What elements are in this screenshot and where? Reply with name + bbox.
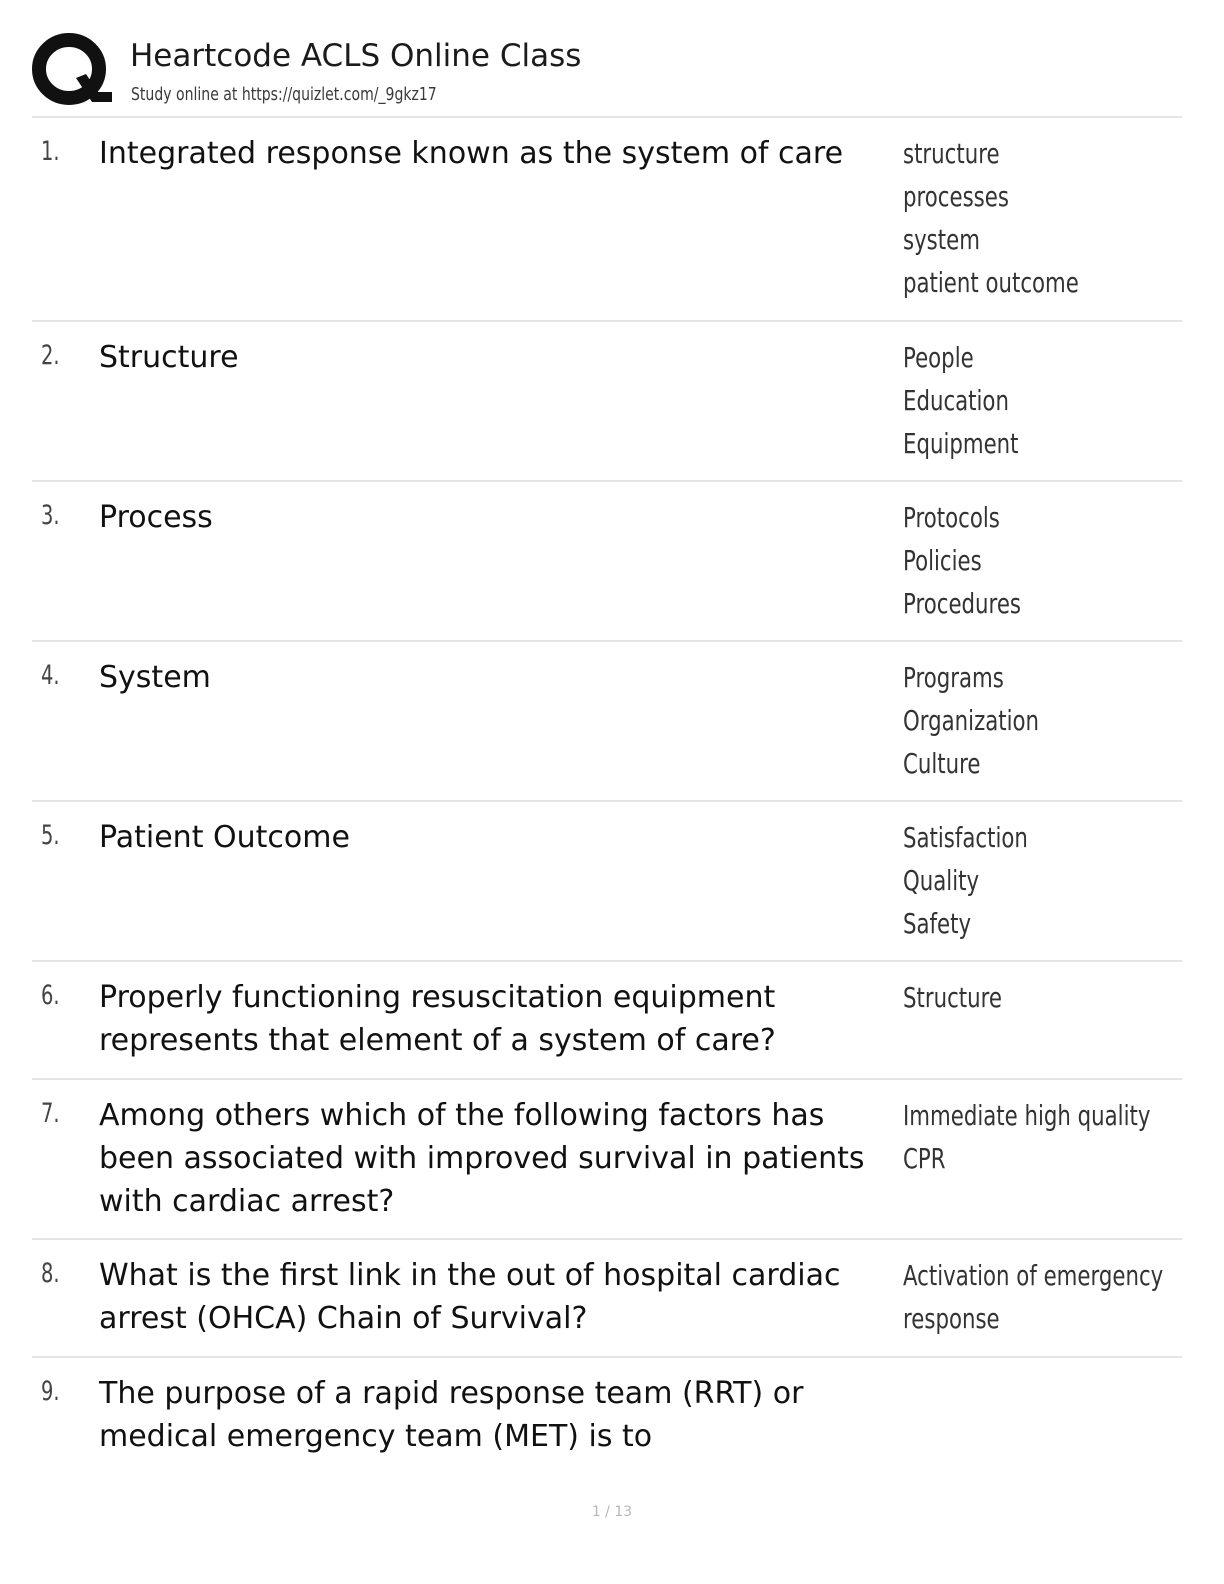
definition-line: structure: [903, 137, 1000, 170]
card-number: 1.: [41, 136, 60, 167]
card-definition: [903, 1094, 1151, 1180]
definition-line: Quality: [903, 864, 980, 897]
definition-line: response: [903, 1302, 1000, 1335]
study-link-text: Study online at https://quizlet.com/_9gkz17: [131, 84, 437, 105]
definition-line: Structure: [903, 981, 1003, 1014]
card-term: Integrated response known as the system of care: [99, 136, 844, 171]
card-definition: [903, 496, 1146, 625]
flashcard-row: [32, 480, 1182, 640]
set-title: Heartcode ACLS Online Class: [130, 38, 582, 74]
definition-line: Protocols: [903, 501, 1000, 534]
definition-line: system: [903, 223, 980, 256]
definition-line: Programs: [903, 661, 1004, 694]
flashcard-row: [32, 1356, 1182, 1476]
flashcard-list: [32, 116, 1182, 1476]
card-number: 2.: [41, 340, 60, 371]
card-term: System: [99, 660, 211, 695]
definition-line: Safety: [903, 907, 972, 940]
card-term: Structure: [99, 340, 239, 375]
card-definition: [903, 656, 1146, 785]
card-number: 7.: [41, 1098, 60, 1129]
card-definition: [903, 816, 1146, 945]
card-number: 8.: [41, 1258, 60, 1289]
card-definition: [903, 976, 1146, 1019]
definition-line: Policies: [903, 544, 982, 577]
definition-line: Immediate high quality: [903, 1099, 1151, 1132]
definition-line: People: [903, 341, 974, 374]
card-term: What is the first link in the out of hospital cardiac arrest (OHCA) Chain of Survival?: [99, 1258, 841, 1336]
flashcard-row: [32, 320, 1182, 480]
definition-line: Activation of emergency: [903, 1259, 1164, 1292]
definition-line: processes: [903, 180, 1009, 213]
flashcard-row: [32, 1238, 1182, 1356]
card-definition: [903, 336, 1146, 465]
definition-line: Procedures: [903, 587, 1022, 620]
card-definition: [903, 132, 1146, 304]
definition-line: Equipment: [903, 427, 1019, 460]
card-number: 4.: [41, 660, 60, 691]
definition-line: CPR: [903, 1142, 946, 1175]
definition-line: Culture: [903, 747, 981, 780]
card-number: 9.: [41, 1376, 60, 1407]
definition-line: Education: [903, 384, 1009, 417]
flashcard-row: [32, 116, 1182, 320]
page-indicator: 1 / 13: [591, 1504, 633, 1520]
flashcard-row: [32, 960, 1182, 1078]
page-header: [32, 32, 1182, 116]
card-number: 6.: [41, 980, 60, 1011]
definition-line: Satisfaction: [903, 821, 1028, 854]
card-number: 5.: [41, 820, 60, 851]
card-term: Among others which of the following factors has been associated with improved survival in patients with cardiac arrest?: [99, 1098, 865, 1219]
flashcard-row: [32, 1078, 1182, 1238]
card-definition: [903, 1254, 1164, 1340]
card-term: The purpose of a rapid response team (RRT) or medical emergency team (MET) is to: [99, 1376, 804, 1454]
definition-line: Organization: [903, 704, 1040, 737]
flashcard-row: [32, 800, 1182, 960]
definition-line: patient outcome: [903, 266, 1079, 299]
card-term: Properly functioning resuscitation equipment represents that element of a system of care?: [99, 980, 776, 1058]
card-number: 3.: [41, 500, 60, 531]
flashcard-row: [32, 640, 1182, 800]
card-term: Process: [99, 500, 213, 535]
card-term: Patient Outcome: [99, 820, 350, 855]
quizlet-q-logo-icon: [32, 32, 112, 112]
